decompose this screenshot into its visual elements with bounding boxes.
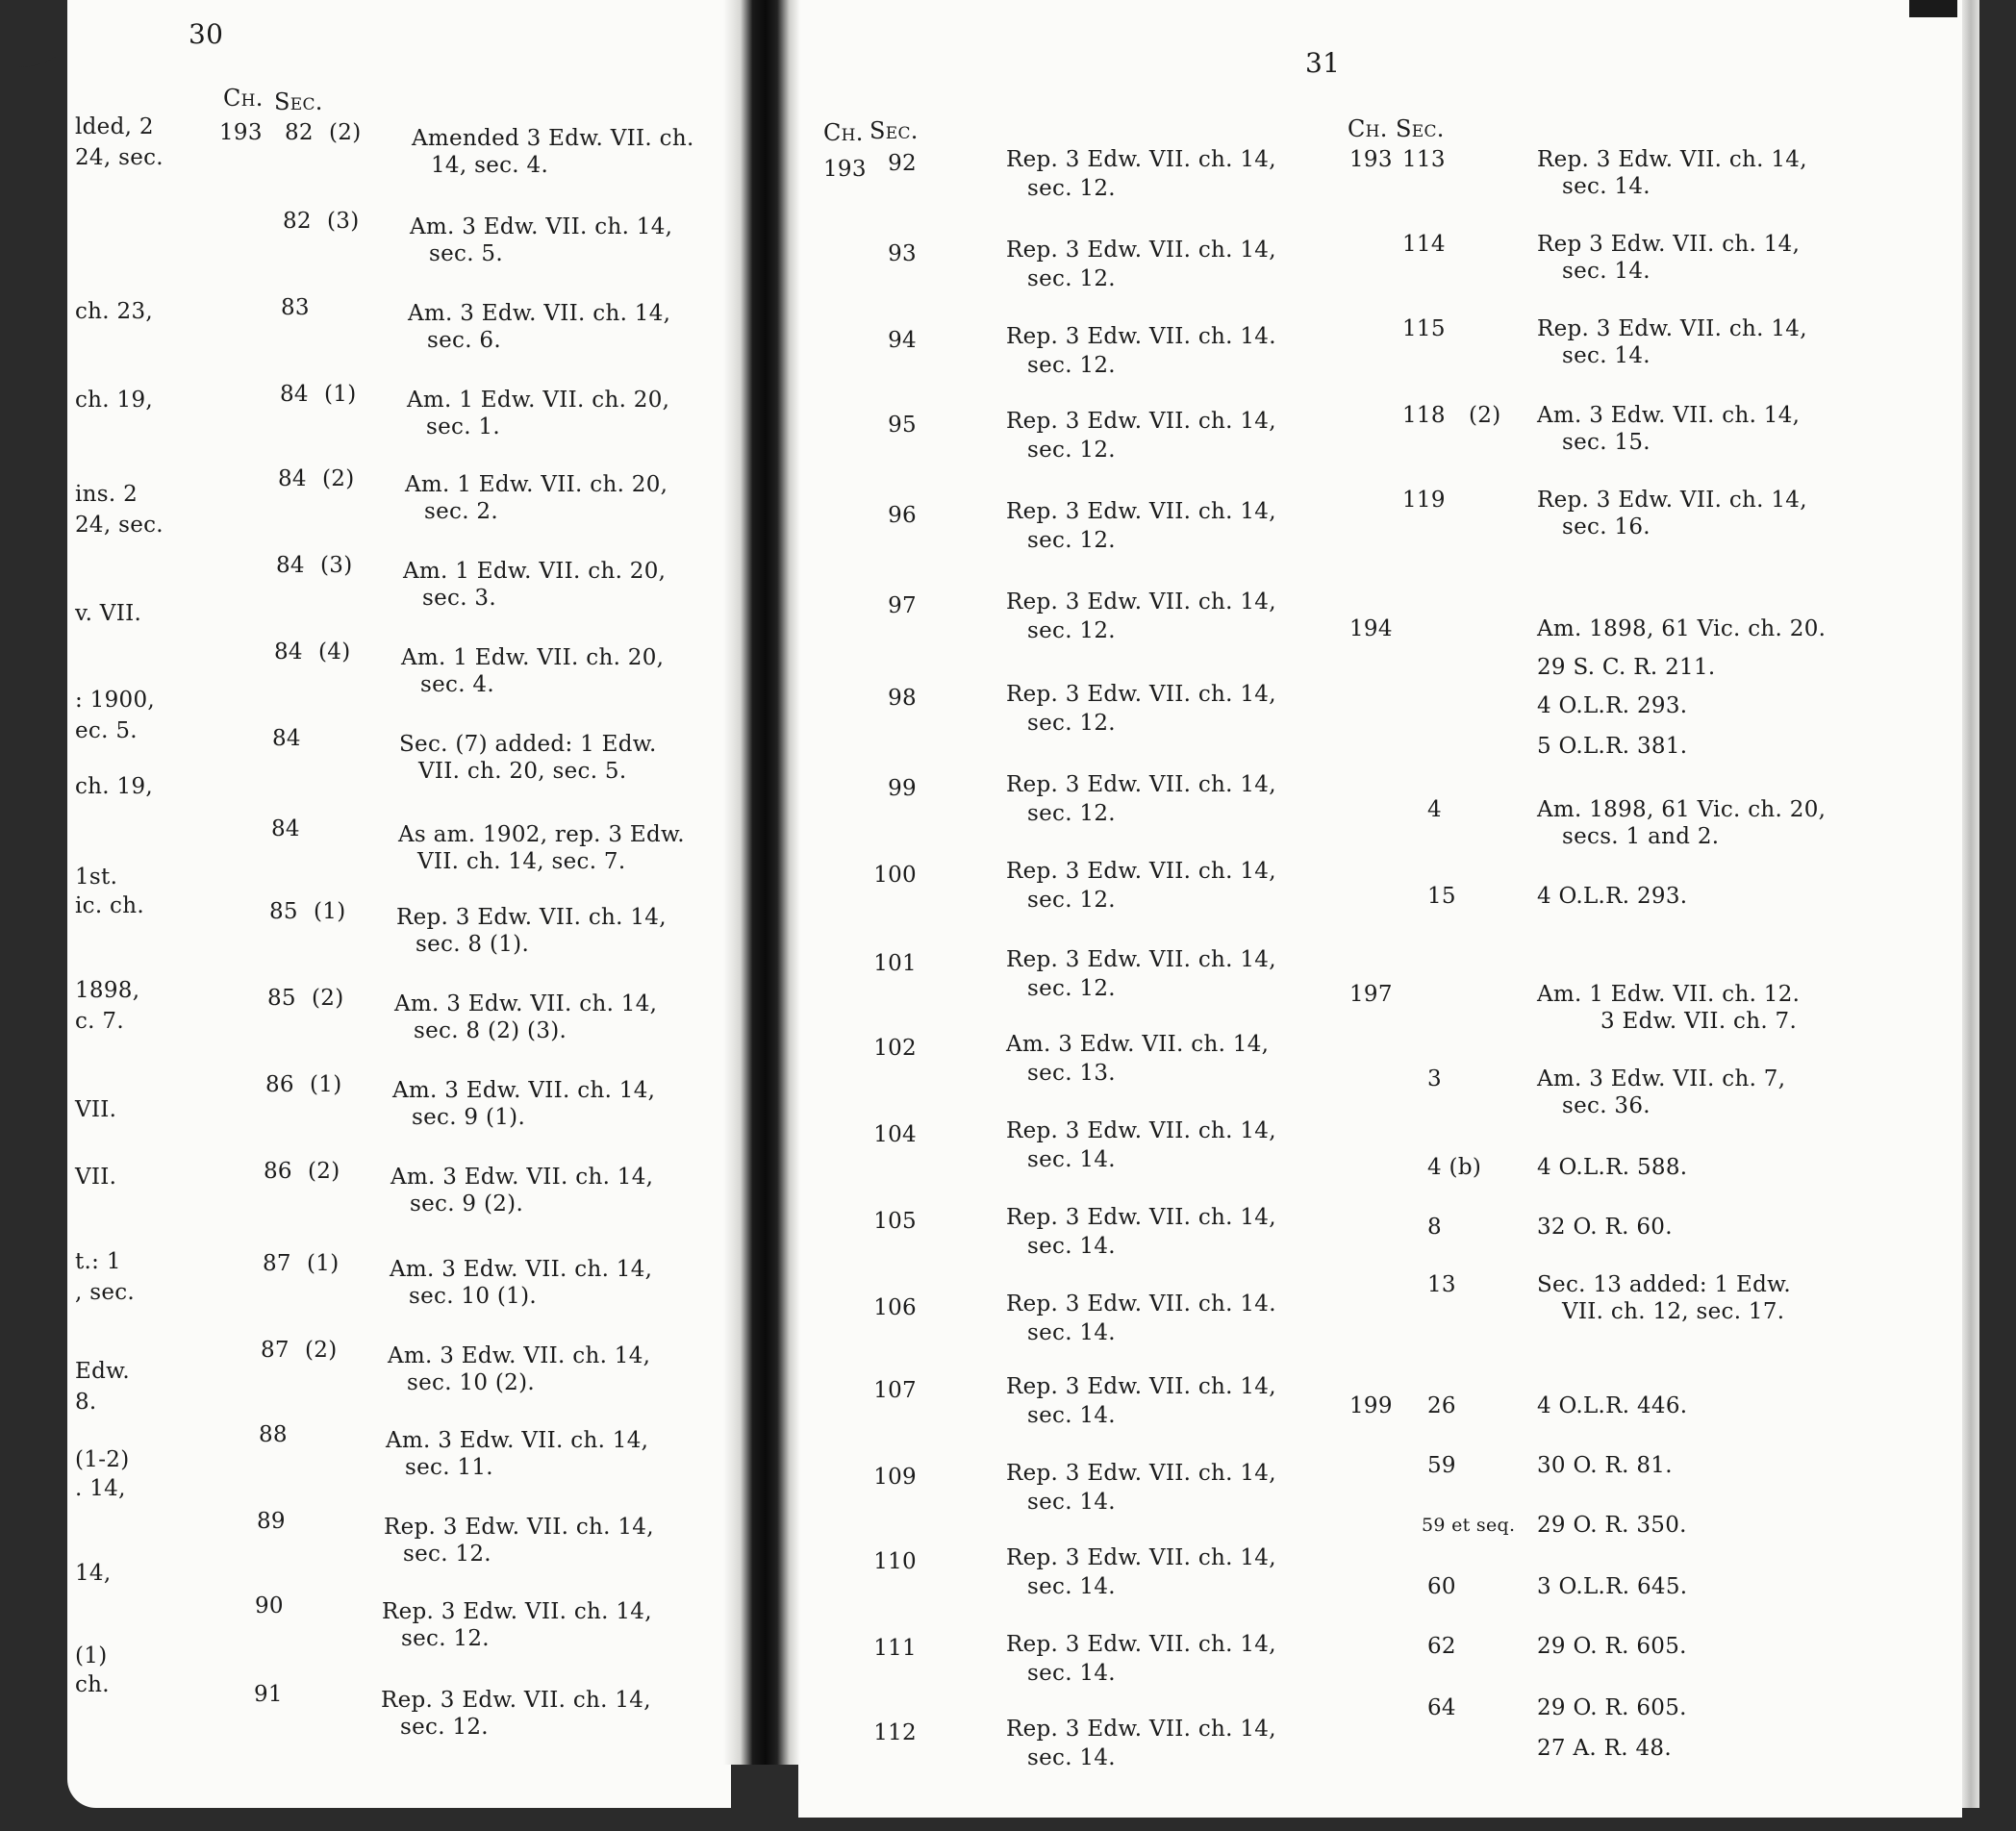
entry-reference-line1: Am. 3 Edw. VII. ch. 14,: [394, 991, 658, 1016]
entry-reference-line2: sec. 14.: [1027, 1320, 1116, 1345]
entry-section: 94: [888, 328, 917, 353]
entry-reference-line2: sec. 12.: [1027, 976, 1116, 1001]
entry-reference-line2: sec. 14.: [1027, 1574, 1116, 1599]
entry-section: 84: [272, 726, 301, 751]
entry-section: 106: [873, 1295, 917, 1320]
entry-section: 93: [888, 241, 917, 266]
entry-reference-line1: Am. 3 Edw. VII. ch. 14,: [390, 1257, 653, 1282]
entry-section: 111: [873, 1636, 917, 1661]
entry-reference-line1: Rep 3 Edw. VII. ch. 14,: [1537, 232, 1801, 257]
margin-fragment: ch. 23,: [75, 299, 153, 324]
entry-section: 98: [888, 686, 917, 711]
entry-reference-line1: Rep. 3 Edw. VII. ch. 14,: [1537, 147, 1807, 172]
margin-fragment: ic. ch.: [75, 893, 144, 918]
entry-section: 88: [259, 1422, 288, 1447]
entry-reference-line1: Am. 3 Edw. VII. ch. 14,: [388, 1343, 651, 1368]
margin-fragment: VII.: [75, 1097, 117, 1122]
entry-reference-line2: sec. 12.: [1027, 176, 1116, 201]
entry-reference-line1: Rep. 3 Edw. VII. ch. 14,: [1006, 859, 1276, 884]
entry-section: 87: [261, 1338, 290, 1363]
entry-chapter: 193: [823, 157, 867, 182]
entry-reference-line2: sec. 14.: [1027, 1403, 1116, 1428]
entry-reference-line2: 14, sec. 4.: [431, 153, 549, 178]
entry-reference-line2: sec. 12.: [1027, 266, 1116, 291]
book-gutter: [723, 0, 800, 1765]
entry-section: 100: [873, 863, 917, 888]
entry-chapter: 193: [219, 120, 263, 145]
entry-section: 95: [888, 413, 917, 438]
entry-section: 109: [873, 1465, 917, 1490]
right2-ch-header: Ch.: [1348, 115, 1388, 142]
entry-section: 90: [255, 1593, 284, 1618]
entry-reference-line1: Rep. 3 Edw. VII. ch. 14,: [1006, 589, 1276, 615]
entry-section: 86: [265, 1072, 294, 1097]
entry-subsection: (2): [308, 1159, 340, 1184]
entry-section: 4: [1427, 797, 1442, 822]
entry-reference-line2: sec. 12.: [1027, 711, 1116, 736]
entry-section: 92: [888, 151, 917, 176]
entry-reference-line1: Rep. 3 Edw. VII. ch. 14,: [384, 1515, 654, 1540]
entry-subsection: (2): [312, 986, 344, 1011]
entry-reference-line2: sec. 8 (1).: [416, 932, 530, 957]
entry-reference-line2: sec. 9 (2).: [410, 1191, 524, 1216]
entry-section: 91: [254, 1682, 283, 1707]
entry-reference-line2: secs. 1 and 2.: [1562, 824, 1720, 849]
entry-reference-line1: Sec. 13 added: 1 Edw.: [1537, 1272, 1792, 1297]
right2-sec-header: Sec.: [1396, 115, 1445, 142]
entry-chapter: 194: [1349, 616, 1393, 641]
entry-reference-line1: Rep. 3 Edw. VII. ch. 14,: [1006, 238, 1276, 263]
entry-section: 86: [264, 1159, 292, 1184]
entry-chapter: 197: [1349, 982, 1393, 1007]
entry-section: 62: [1427, 1634, 1456, 1659]
entry-reference-line2: sec. 11.: [405, 1455, 493, 1480]
entry-section: 114: [1402, 232, 1446, 257]
entry-reference-line1: Am. 1 Edw. VII. ch. 20,: [401, 645, 665, 670]
entry-section: 64: [1427, 1695, 1456, 1720]
entry-subsection: (4): [318, 640, 351, 665]
entry-reference-line2: sec. 9 (1).: [412, 1105, 526, 1130]
entry-reference-line2: VII. ch. 20, sec. 5.: [418, 759, 627, 784]
entry-reference-line2: sec. 4.: [420, 672, 494, 697]
entry-subsection: (1): [310, 1072, 342, 1097]
entry-section: 101: [873, 951, 917, 976]
entry-reference-line1: 4 O.L.R. 293.: [1537, 884, 1688, 909]
entry-reference-line1: 4 O.L.R. 446.: [1537, 1393, 1688, 1418]
entry-reference-line1: Rep. 3 Edw. VII. ch. 14,: [1006, 1461, 1276, 1486]
entry-reference-line1: Rep. 3 Edw. VII. ch. 14,: [1006, 147, 1276, 172]
entry-reference-line1: Rep. 3 Edw. VII. ch. 14,: [1006, 1545, 1276, 1570]
margin-fragment: ch.: [75, 1672, 110, 1697]
right1-sec-header: Sec.: [869, 117, 919, 144]
entry-reference-line1: 3 O.L.R. 645.: [1537, 1574, 1688, 1599]
entry-section: 107: [873, 1378, 917, 1403]
margin-fragment: 1st.: [75, 865, 118, 890]
entry-reference-line2: sec. 14.: [1027, 1147, 1116, 1172]
entry-section: 85: [267, 986, 296, 1011]
entry-reference-line1: Rep. 3 Edw. VII. ch. 14,: [1006, 1374, 1276, 1399]
margin-fragment: t.: 1: [75, 1249, 121, 1274]
entry-reference-line2: VII. ch. 12, sec. 17.: [1562, 1299, 1785, 1324]
entry-reference-line1: Rep. 3 Edw. VII. ch. 14,: [1006, 1205, 1276, 1230]
entry-section: 84: [280, 382, 309, 407]
entry-reference-line1: Rep. 3 Edw. VII. ch. 14,: [1006, 947, 1276, 972]
entry-section: 84: [276, 553, 305, 578]
entry-subsection: (2): [329, 120, 362, 145]
entry-subsection: (1): [307, 1251, 340, 1276]
entry-section: 26: [1427, 1393, 1456, 1418]
entry-reference-line1: 29 O. R. 350.: [1537, 1513, 1687, 1538]
entry-reference-line1: 32 O. R. 60.: [1537, 1215, 1673, 1240]
entry-reference-line1: Rep. 3 Edw. VII. ch. 14,: [1537, 316, 1807, 341]
margin-fragment: lded, 2: [75, 114, 154, 139]
margin-fragment: 24, sec.: [75, 145, 164, 170]
entry-reference-line2: VII. ch. 14, sec. 7.: [417, 849, 626, 874]
entry-section: 8: [1427, 1215, 1442, 1240]
margin-fragment: v. VII.: [75, 601, 142, 626]
entry-reference-line1: 29 S. C. R. 211.: [1537, 655, 1716, 680]
entry-reference-line1: Rep. 3 Edw. VII. ch. 14,: [1006, 682, 1276, 707]
entry-section: 59 et seq.: [1422, 1515, 1516, 1536]
left-ch-header: Ch.: [223, 85, 264, 112]
entry-subsection: (2): [305, 1338, 338, 1363]
entry-reference-line1: Rep. 3 Edw. VII. ch. 14,: [1537, 488, 1807, 513]
entry-reference-line2: sec. 12.: [1027, 438, 1116, 463]
entry-section: 3: [1427, 1066, 1442, 1091]
entry-reference-line1: Rep. 3 Edw. VII. ch. 14.: [1006, 324, 1276, 349]
entry-section: 115: [1402, 316, 1446, 341]
left-page-number: 30: [189, 18, 224, 50]
entry-reference-line2: sec. 10 (1).: [409, 1284, 537, 1309]
entry-reference-line1: Rep. 3 Edw. VII. ch. 14,: [1006, 1632, 1276, 1657]
margin-fragment: (1): [75, 1643, 108, 1668]
entry-reference-line1: Rep. 3 Edw. VII. ch. 14,: [1006, 1717, 1276, 1742]
entry-reference-line1: Am. 1 Edw. VII. ch. 20,: [405, 472, 668, 497]
entry-section: 82: [283, 209, 312, 234]
margin-fragment: VII.: [75, 1165, 117, 1190]
entry-reference-line1: 4 O.L.R. 588.: [1537, 1155, 1688, 1180]
margin-fragment: 8.: [75, 1390, 97, 1415]
entry-reference-line1: Rep. 3 Edw. VII. ch. 14,: [396, 905, 667, 930]
entry-reference-line1: 30 O. R. 81.: [1537, 1453, 1673, 1478]
entry-section: 113: [1402, 147, 1446, 172]
entry-reference-line1: Am. 3 Edw. VII. ch. 14,: [386, 1428, 649, 1453]
entry-reference-line2: sec. 14.: [1562, 343, 1651, 368]
entry-reference-line2: sec. 12.: [401, 1626, 490, 1651]
entry-reference-line2: sec. 14.: [1562, 259, 1651, 284]
margin-fragment: c. 7.: [75, 1009, 124, 1034]
margin-fragment: Edw.: [75, 1359, 130, 1384]
entry-reference-line1: Rep. 3 Edw. VII. ch. 14,: [1006, 409, 1276, 434]
entry-section: 83: [281, 295, 310, 320]
right-page: [798, 0, 1962, 1818]
entry-reference-line1: Am. 1898, 61 Vic. ch. 20,: [1537, 797, 1827, 822]
entry-reference-line2: sec. 14.: [1027, 1661, 1116, 1686]
entry-reference-line1: Rep. 3 Edw. VII. ch. 14.: [1006, 1292, 1276, 1317]
entry-reference-line1: As am. 1902, rep. 3 Edw.: [398, 822, 685, 847]
entry-section: 84: [274, 640, 303, 665]
entry-section: 112: [873, 1720, 917, 1745]
entry-section: 87: [263, 1251, 291, 1276]
entry-section: 13: [1427, 1272, 1456, 1297]
entry-reference-line1: 27 A. R. 48.: [1537, 1736, 1672, 1761]
entry-reference-line1: Am. 3 Edw. VII. ch. 14,: [391, 1165, 654, 1190]
entry-subsection: (3): [320, 553, 353, 578]
page-stack-edge: [1962, 0, 1979, 1808]
entry-reference-line1: 4 O.L.R. 293.: [1537, 693, 1688, 718]
entry-reference-line1: 29 O. R. 605.: [1537, 1634, 1687, 1659]
entry-section: 102: [873, 1036, 917, 1061]
entry-reference-line2: sec. 16.: [1562, 514, 1651, 539]
entry-reference-line2: sec. 12.: [1027, 801, 1116, 826]
entry-section: 104: [873, 1122, 917, 1147]
scan-mark: [1909, 0, 1957, 17]
margin-fragment: ins. 2: [75, 482, 139, 507]
entry-reference-line1: Rep. 3 Edw. VII. ch. 14,: [1006, 1118, 1276, 1143]
entry-subsection: (2): [1469, 403, 1501, 428]
entry-reference-line2: sec. 6.: [427, 328, 501, 353]
left-sec-header: Sec.: [274, 88, 323, 115]
margin-fragment: 24, sec.: [75, 513, 164, 538]
right-page-number: 31: [1305, 47, 1341, 79]
entry-reference-line1: Rep. 3 Edw. VII. ch. 14,: [1006, 772, 1276, 797]
entry-reference-line2: sec. 5.: [429, 241, 503, 266]
margin-fragment: (1-2): [75, 1447, 130, 1472]
right1-ch-header: Ch.: [823, 119, 864, 146]
entry-reference-line2: sec. 36.: [1562, 1093, 1651, 1118]
entry-reference-line1: Am. 1 Edw. VII. ch. 12.: [1537, 982, 1801, 1007]
entry-section: 89: [257, 1509, 286, 1534]
entry-reference-line2: sec. 2.: [424, 499, 498, 524]
entry-reference-line2: sec. 12.: [1027, 528, 1116, 553]
entry-subsection: (2): [322, 466, 355, 491]
entry-section: 82: [285, 120, 314, 145]
entry-section: 105: [873, 1209, 917, 1234]
entry-reference-line1: 29 O. R. 605.: [1537, 1695, 1687, 1720]
entry-reference-line1: Am. 1 Edw. VII. ch. 20,: [403, 559, 667, 584]
entry-section: 84: [278, 466, 307, 491]
entry-section: 85: [269, 899, 298, 924]
entry-reference-line1: Am. 3 Edw. VII. ch. 14,: [392, 1078, 656, 1103]
entry-section: 99: [888, 776, 917, 801]
entry-reference-line2: 3 Edw. VII. ch. 7.: [1600, 1009, 1798, 1034]
entry-subsection: (1): [314, 899, 346, 924]
entry-section: 4 (b): [1427, 1155, 1482, 1180]
margin-fragment: 1898,: [75, 978, 140, 1003]
entry-section: 110: [873, 1549, 917, 1574]
entry-section: 59: [1427, 1453, 1456, 1478]
entry-reference-line2: sec. 12.: [400, 1715, 489, 1740]
entry-reference-line1: Rep. 3 Edw. VII. ch. 14,: [382, 1599, 652, 1624]
entry-reference-line2: sec. 3.: [422, 586, 496, 611]
entry-reference-line2: sec. 13.: [1027, 1061, 1116, 1086]
entry-reference-line2: sec. 8 (2) (3).: [414, 1018, 567, 1043]
entry-reference-line1: Am. 1 Edw. VII. ch. 20,: [407, 388, 670, 413]
entry-reference-line1: Amended 3 Edw. VII. ch.: [412, 126, 694, 151]
entry-section: 15: [1427, 884, 1456, 909]
entry-reference-line1: Sec. (7) added: 1 Edw.: [399, 732, 657, 757]
entry-reference-line2: sec. 12.: [403, 1542, 491, 1567]
margin-fragment: 14,: [75, 1561, 112, 1586]
entry-reference-line2: sec. 14.: [1027, 1234, 1116, 1259]
entry-reference-line2: sec. 1.: [426, 414, 500, 439]
entry-section: 60: [1427, 1574, 1456, 1599]
margin-fragment: . 14,: [75, 1476, 126, 1501]
margin-fragment: ch. 19,: [75, 388, 153, 413]
margin-fragment: , sec.: [75, 1280, 136, 1305]
entry-section: 119: [1402, 488, 1446, 513]
entry-reference-line1: 5 O.L.R. 381.: [1537, 734, 1688, 759]
entry-section: 84: [271, 816, 300, 841]
entry-subsection: (1): [324, 382, 357, 407]
entry-reference-line1: Rep. 3 Edw. VII. ch. 14,: [1006, 499, 1276, 524]
entry-section: 118: [1402, 403, 1446, 428]
entry-reference-line1: Am. 3 Edw. VII. ch. 14,: [1537, 403, 1801, 428]
entry-reference-line2: sec. 14.: [1027, 1745, 1116, 1770]
entry-reference-line2: sec. 12.: [1027, 888, 1116, 913]
entry-section: 97: [888, 593, 917, 618]
entry-section: 96: [888, 503, 917, 528]
entry-reference-line2: sec. 14.: [1562, 174, 1651, 199]
entry-reference-line2: sec. 14.: [1027, 1490, 1116, 1515]
entry-subsection: (3): [327, 209, 360, 234]
entry-reference-line1: Am. 3 Edw. VII. ch. 14,: [410, 214, 673, 239]
entry-reference-line2: sec. 10 (2).: [407, 1370, 535, 1395]
margin-fragment: ch. 19,: [75, 774, 153, 799]
entry-reference-line1: Am. 3 Edw. VII. ch. 14,: [1006, 1032, 1270, 1057]
entry-reference-line1: Am. 3 Edw. VII. ch. 7,: [1537, 1066, 1786, 1091]
entry-reference-line1: Am. 1898, 61 Vic. ch. 20.: [1537, 616, 1827, 641]
margin-fragment: : 1900,: [75, 688, 156, 713]
entry-reference-line2: sec. 12.: [1027, 353, 1116, 378]
entry-chapter: 193: [1349, 147, 1393, 172]
entry-reference-line1: Rep. 3 Edw. VII. ch. 14,: [381, 1688, 651, 1713]
entry-chapter: 199: [1349, 1393, 1393, 1418]
entry-reference-line2: sec. 12.: [1027, 618, 1116, 643]
margin-fragment: ec. 5.: [75, 718, 138, 743]
entry-reference-line2: sec. 15.: [1562, 430, 1651, 455]
entry-reference-line1: Am. 3 Edw. VII. ch. 14,: [408, 301, 671, 326]
